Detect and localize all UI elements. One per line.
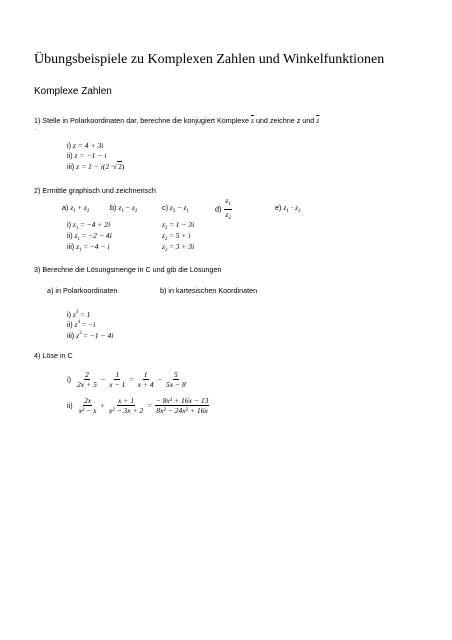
section-heading: Komplexe Zahlen — [34, 86, 112, 97]
q3-option-b: b) in kartesischen Koordinaten — [160, 286, 258, 295]
q2-text: 2) Ermittle graphisch und zeichnerisch — [34, 186, 156, 195]
q4-equation-i: i) $\frac{2}{2x + 5}$ − $\frac{1}{x - 1}$ = $\frac{1}{x + 4}$ − $\frac{5}{5x - 8}$ — [67, 370, 186, 389]
q2-row-i-z2: $z_2 = 1 - 3i$ — [162, 220, 195, 231]
q2-row-iii: iii) $z_1 = -4 - i$ — [67, 242, 110, 253]
q2-opt-d: d) $\frac{z_1}{z_2}$ — [215, 196, 231, 221]
q4-text: 4) Löse in C — [34, 351, 73, 360]
zbar-symbol: $\overline{z}$ — [316, 116, 320, 125]
q1-item-ii: ii) z = −1 − i — [67, 151, 107, 160]
q1-item-i: i) z = 4 + 3i — [67, 141, 104, 150]
zbar-symbol: $\overline{z}$ — [250, 116, 254, 125]
q2-row-i: i) $z_1 = -4 + 2i$ — [67, 220, 111, 231]
q2-opt-c: c) $z_2 - z_1$ — [162, 203, 189, 214]
q3-item-iii: iii) $z^3 = -1 - 4i$ — [67, 331, 114, 340]
q3-item-i: i) $z^3 = 1$ — [67, 310, 91, 319]
q1-dot: . — [34, 123, 36, 132]
q1-text: 1) Stelle in Polarkoordinaten dar, berechne die konjugiert Komplexe $\overline{z}$ und zeichne z und $\overline{z}$ — [34, 116, 320, 125]
q2-opt-a: a) $z_1 + z_2$ — [62, 203, 90, 214]
q1-item-iii: iii) z = 1 − i(2 ·√2) — [67, 162, 125, 171]
q2-row-ii: ii) $z_1 = -2 - 4i$ — [67, 231, 112, 242]
q2-opt-e: e) $z_1 \cdot z_2$ — [275, 203, 301, 214]
q3-option-a: a) in Polarkoordinaten — [47, 286, 118, 295]
page-title: Übungsbeispiele zu Komplexen Zahlen und Winkelfunktionen — [34, 52, 385, 67]
q2-row-iii-z2: $z_2 = 3 + 3i$ — [162, 242, 195, 253]
q2-row-ii-z2: $z_2 = 5 + i$ — [162, 231, 191, 242]
q2-opt-b: b) $z_1 - z_2$ — [110, 203, 138, 214]
q4-equation-ii: ii) $\frac{2x}{\text{x² − x}}$ + $\frac{x + 1}{\text{x² − 3x + 2}}$ = $\frac{\text{− 8x² + 16x − 13}}{\text{8x² − 24x² + 16x}}$ — [67, 396, 209, 415]
q3-text: 3) Berechne die Lösungsmenge in C und gib die Lösungen — [34, 265, 222, 274]
q3-item-ii: ii) $z^4 = -i$ — [67, 320, 96, 329]
